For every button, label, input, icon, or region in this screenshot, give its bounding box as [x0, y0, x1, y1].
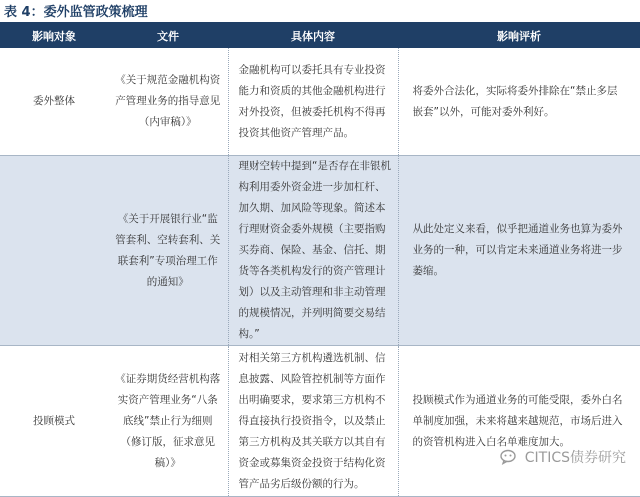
table-row [0, 346, 640, 497]
review-cell: 投顾模式作为通道业务的可能受限，委外白名单制度加强，未来将越来越规范，市场后进入的资管机构进入白名单难度加大。 [398, 346, 640, 497]
impact-cell: 投顾模式 [0, 346, 108, 497]
table-title: 表 4：委外监管政策梳理 [4, 5, 148, 20]
content-cell: 金融机构可以委托具有专业投资能力和资质的其他金融机构进行对外投资，但被委托机构不得再投资其他资产管理产品。 [228, 48, 398, 156]
content-cell: 理财空转中提到“是否存在非银机构利用委外资金进一步加杠杆、加久期、加风险等现象。简述本行理财资金委外规模（主要指购买券商、保险、基金、信托、期货等各类机构发行的资产管理计划）以及主动管理和非主动管理的规模情况，并列明简要交易结构。” [228, 156, 398, 346]
impact-cell [0, 156, 108, 346]
header-document: 文件 [108, 24, 228, 48]
review-cell: 将委外合法化，实际将委外排除在“禁止多层嵌套”以外，可能对委外利好。 [398, 48, 640, 156]
content-cell: 对相关第三方机构遴选机制、信息披露、风险管控机制等方面作出明确要求，要求第三方机构不得直接执行投资指令，以及禁止第三方机构及其关联方以其自有资金或募集资金投资于结构化资管产品劣后级份额的行为。 [228, 346, 398, 497]
document-cell: 《关于开展银行业“监管套利、空转套利、关联套利”专项治理工作的通知》 [108, 156, 228, 346]
policy-table [0, 24, 640, 497]
document-cell: 《证券期货经营机构落实资产管理业务“八条底线”禁止行为细则（修订版，征求意见稿）》 [108, 346, 228, 497]
table-row [0, 156, 640, 346]
watermark-text: CITICS债券研究 [524, 450, 626, 466]
table-header-row [0, 24, 640, 48]
review-cell: 从此处定义来看，似乎把通道业务也算为委外业务的一种，可以肯定未来通道业务将进一步萎缩。 [398, 156, 640, 346]
document-cell: 《关于规范金融机构资产管理业务的指导意见（内审稿）》 [108, 48, 228, 156]
header-impact: 影响对象 [0, 24, 108, 48]
table-row [0, 48, 640, 156]
watermark [500, 447, 626, 467]
wechat-icon [500, 449, 520, 465]
impact-cell: 委外整体 [0, 48, 108, 156]
header-review: 影响评析 [398, 24, 640, 48]
header-content: 具体内容 [228, 24, 398, 48]
